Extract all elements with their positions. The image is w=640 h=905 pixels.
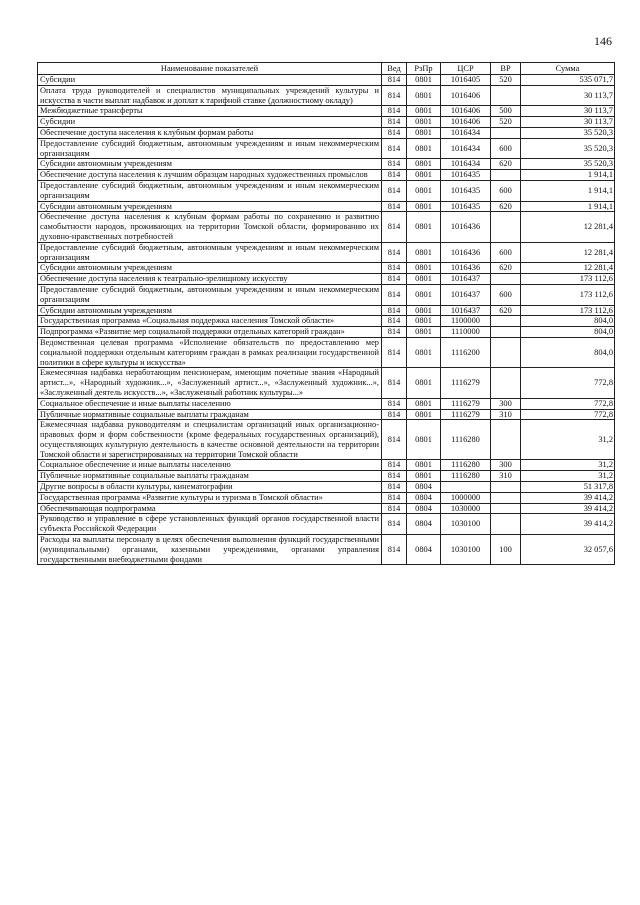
row-sum: 30 113,7 bbox=[521, 85, 615, 106]
row-name: Ежемесячная надбавка руководителям и специалистам организаций иных организационно-правовых форм и форм собственности (кроме федеральных государственных организаций), осуществляющих культурную деятельность в качестве основной деятельности на территории Томской области и зарегистрированных на территории Томской области bbox=[38, 420, 382, 460]
row-sum: 35 520,3 bbox=[521, 138, 615, 159]
row-sum: 12 281,4 bbox=[521, 263, 615, 274]
row-vr: 620 bbox=[491, 263, 521, 274]
row-sum: 772,8 bbox=[521, 398, 615, 409]
row-rzpr: 0801 bbox=[407, 106, 441, 117]
row-sum: 804,0 bbox=[521, 337, 615, 367]
row-rzpr: 0801 bbox=[407, 305, 441, 316]
table-header-row bbox=[38, 63, 615, 75]
row-name: Другие вопросы в области культуры, кинематографии bbox=[38, 482, 382, 493]
row-csr: 1016437 bbox=[441, 274, 491, 285]
row-name: Публичные нормативные социальные выплаты гражданам bbox=[38, 471, 382, 482]
row-csr: 1116279 bbox=[441, 409, 491, 420]
table-row bbox=[38, 316, 615, 327]
row-csr: 1016435 bbox=[441, 201, 491, 212]
header-vr: ВР bbox=[491, 63, 521, 75]
row-vr: 620 bbox=[491, 305, 521, 316]
row-rzpr: 0801 bbox=[407, 460, 441, 471]
row-rzpr: 0804 bbox=[407, 535, 441, 565]
row-rzpr: 0804 bbox=[407, 492, 441, 503]
row-sum: 31,2 bbox=[521, 460, 615, 471]
table-row bbox=[38, 159, 615, 170]
table-row bbox=[38, 535, 615, 565]
row-vr: 620 bbox=[491, 201, 521, 212]
row-name: Субсидии автономным учреждениям bbox=[38, 305, 382, 316]
page-number: 146 bbox=[594, 34, 612, 48]
row-sum: 30 113,7 bbox=[521, 106, 615, 117]
row-rzpr: 0801 bbox=[407, 127, 441, 138]
row-name: Предоставление субсидий бюджетным, автономным учреждениям и иным некоммерческим организациям bbox=[38, 284, 382, 305]
row-name: Предоставление субсидий бюджетным, автономным учреждениям и иным некоммерческим организациям bbox=[38, 180, 382, 201]
row-rzpr: 0801 bbox=[407, 284, 441, 305]
row-sum: 51 317,8 bbox=[521, 482, 615, 493]
row-rzpr: 0801 bbox=[407, 212, 441, 242]
row-vr: 520 bbox=[491, 75, 521, 86]
row-name: Оплата труда руководителей и специалистов муниципальных учреждений культуры и искусства в части выплат надбавок и доплат к тарифной ставке (должностному окладу) bbox=[38, 85, 382, 106]
row-csr: 1110000 bbox=[441, 327, 491, 338]
row-ved: 814 bbox=[382, 337, 407, 367]
row-rzpr: 0801 bbox=[407, 368, 441, 398]
row-ved: 814 bbox=[382, 180, 407, 201]
header-name: Наименование показателей bbox=[38, 63, 382, 75]
table-row bbox=[38, 482, 615, 493]
row-sum: 12 281,4 bbox=[521, 212, 615, 242]
row-vr: 100 bbox=[491, 535, 521, 565]
row-csr: 1030000 bbox=[441, 503, 491, 514]
row-csr: 1016436 bbox=[441, 212, 491, 242]
row-name: Обеспечение доступа населения к лучшим образцам народных художественных промыслов bbox=[38, 170, 382, 181]
row-vr: 520 bbox=[491, 117, 521, 128]
table-row bbox=[38, 75, 615, 86]
row-vr bbox=[491, 212, 521, 242]
table-row bbox=[38, 284, 615, 305]
row-csr: 1016435 bbox=[441, 170, 491, 181]
table-row bbox=[38, 503, 615, 514]
table-row bbox=[38, 492, 615, 503]
row-csr: 1016405 bbox=[441, 75, 491, 86]
row-csr: 1116279 bbox=[441, 368, 491, 398]
row-ved: 814 bbox=[382, 138, 407, 159]
row-csr: 1016436 bbox=[441, 263, 491, 274]
row-ved: 814 bbox=[382, 242, 407, 263]
row-rzpr: 0801 bbox=[407, 242, 441, 263]
row-rzpr: 0801 bbox=[407, 398, 441, 409]
row-vr bbox=[491, 327, 521, 338]
row-rzpr: 0801 bbox=[407, 180, 441, 201]
row-ved: 814 bbox=[382, 492, 407, 503]
row-csr: 1116280 bbox=[441, 460, 491, 471]
row-vr: 300 bbox=[491, 460, 521, 471]
row-vr: 600 bbox=[491, 180, 521, 201]
row-vr: 500 bbox=[491, 106, 521, 117]
row-csr: 1016436 bbox=[441, 242, 491, 263]
row-csr: 1100000 bbox=[441, 316, 491, 327]
table-row bbox=[38, 127, 615, 138]
row-vr bbox=[491, 127, 521, 138]
row-sum: 31,2 bbox=[521, 471, 615, 482]
table-row bbox=[38, 409, 615, 420]
table-row bbox=[38, 460, 615, 471]
row-name: Субсидии bbox=[38, 117, 382, 128]
row-ved: 814 bbox=[382, 75, 407, 86]
table-body bbox=[38, 75, 615, 565]
row-vr: 600 bbox=[491, 242, 521, 263]
row-csr: 1016437 bbox=[441, 305, 491, 316]
row-rzpr: 0801 bbox=[407, 409, 441, 420]
table-row bbox=[38, 305, 615, 316]
row-ved: 814 bbox=[382, 535, 407, 565]
row-sum: 35 520,3 bbox=[521, 159, 615, 170]
row-name: Государственная программа «Развитие культуры и туризма в Томской области» bbox=[38, 492, 382, 503]
row-name: Публичные нормативные социальные выплаты гражданам bbox=[38, 409, 382, 420]
table-row bbox=[38, 368, 615, 398]
row-name: Обеспечение доступа населения к клубным формам работы bbox=[38, 127, 382, 138]
row-ved: 814 bbox=[382, 127, 407, 138]
header-sum: Сумма bbox=[521, 63, 615, 75]
row-rzpr: 0801 bbox=[407, 75, 441, 86]
row-sum: 535 071,7 bbox=[521, 75, 615, 86]
table-row bbox=[38, 180, 615, 201]
row-ved: 814 bbox=[382, 212, 407, 242]
row-rzpr: 0804 bbox=[407, 514, 441, 535]
table-row bbox=[38, 327, 615, 338]
row-csr: 1016437 bbox=[441, 284, 491, 305]
row-ved: 814 bbox=[382, 201, 407, 212]
row-sum: 39 414,2 bbox=[521, 503, 615, 514]
row-rzpr: 0804 bbox=[407, 503, 441, 514]
row-name: Ведомственная целевая программа «Исполнение обязательств по предоставлению мер социальной поддержки отдельным категориям граждан в рамках реализации государственной политики в сфере культуры и искусства» bbox=[38, 337, 382, 367]
row-ved: 814 bbox=[382, 170, 407, 181]
row-rzpr: 0801 bbox=[407, 420, 441, 460]
row-vr: 600 bbox=[491, 284, 521, 305]
row-ved: 814 bbox=[382, 316, 407, 327]
row-sum: 173 112,6 bbox=[521, 284, 615, 305]
row-rzpr: 0801 bbox=[407, 327, 441, 338]
row-csr: 1116200 bbox=[441, 337, 491, 367]
row-name: Субсидии автономным учреждениям bbox=[38, 263, 382, 274]
row-csr: 1116280 bbox=[441, 420, 491, 460]
row-sum: 804,0 bbox=[521, 316, 615, 327]
row-sum: 1 914,1 bbox=[521, 201, 615, 212]
table-row bbox=[38, 420, 615, 460]
table-row bbox=[38, 212, 615, 242]
row-csr: 1016434 bbox=[441, 159, 491, 170]
row-ved: 814 bbox=[382, 420, 407, 460]
row-rzpr: 0801 bbox=[407, 159, 441, 170]
row-ved: 814 bbox=[382, 159, 407, 170]
row-name: Предоставление субсидий бюджетным, автономным учреждениям и иным некоммерческим организациям bbox=[38, 138, 382, 159]
row-vr bbox=[491, 492, 521, 503]
row-sum: 30 113,7 bbox=[521, 117, 615, 128]
table-row bbox=[38, 170, 615, 181]
table-row bbox=[38, 138, 615, 159]
row-vr bbox=[491, 482, 521, 493]
row-rzpr: 0801 bbox=[407, 117, 441, 128]
row-csr: 1016434 bbox=[441, 138, 491, 159]
row-rzpr: 0801 bbox=[407, 263, 441, 274]
row-sum: 31,2 bbox=[521, 420, 615, 460]
row-rzpr: 0801 bbox=[407, 274, 441, 285]
row-sum: 804,0 bbox=[521, 327, 615, 338]
row-ved: 814 bbox=[382, 368, 407, 398]
row-name: Обеспечивающая подпрограмма bbox=[38, 503, 382, 514]
row-ved: 814 bbox=[382, 482, 407, 493]
table-row bbox=[38, 201, 615, 212]
row-name: Обеспечение доступа населения к театрально-зрелищному искусству bbox=[38, 274, 382, 285]
row-vr: 310 bbox=[491, 409, 521, 420]
row-csr: 1016406 bbox=[441, 85, 491, 106]
row-sum: 12 281,4 bbox=[521, 242, 615, 263]
row-ved: 814 bbox=[382, 284, 407, 305]
row-csr: 1030100 bbox=[441, 535, 491, 565]
row-rzpr: 0801 bbox=[407, 201, 441, 212]
row-vr bbox=[491, 503, 521, 514]
row-csr bbox=[441, 482, 491, 493]
row-rzpr: 0804 bbox=[407, 482, 441, 493]
row-name: Руководство и управление в сфере установленных функций органов государственной власти субъекта Российской Федерации bbox=[38, 514, 382, 535]
header-ved: Вед bbox=[382, 63, 407, 75]
row-name: Предоставление субсидий бюджетным, автономным учреждениям и иным некоммерческим организациям bbox=[38, 242, 382, 263]
row-sum: 173 112,6 bbox=[521, 305, 615, 316]
table-row bbox=[38, 274, 615, 285]
row-ved: 814 bbox=[382, 117, 407, 128]
row-vr bbox=[491, 420, 521, 460]
row-rzpr: 0801 bbox=[407, 138, 441, 159]
row-vr bbox=[491, 514, 521, 535]
row-ved: 814 bbox=[382, 460, 407, 471]
row-csr: 1116280 bbox=[441, 471, 491, 482]
header-csr: ЦСР bbox=[441, 63, 491, 75]
row-name: Социальное обеспечение и иные выплаты населению bbox=[38, 398, 382, 409]
row-ved: 814 bbox=[382, 106, 407, 117]
row-name: Субсидии bbox=[38, 75, 382, 86]
table-row bbox=[38, 337, 615, 367]
row-ved: 814 bbox=[382, 471, 407, 482]
row-sum: 772,8 bbox=[521, 368, 615, 398]
row-csr: 1016406 bbox=[441, 117, 491, 128]
row-name: Субсидии автономным учреждениям bbox=[38, 201, 382, 212]
row-ved: 814 bbox=[382, 327, 407, 338]
row-csr: 1016406 bbox=[441, 106, 491, 117]
row-ved: 814 bbox=[382, 409, 407, 420]
row-rzpr: 0801 bbox=[407, 85, 441, 106]
budget-table bbox=[37, 62, 615, 565]
row-rzpr: 0801 bbox=[407, 337, 441, 367]
row-ved: 814 bbox=[382, 503, 407, 514]
row-vr bbox=[491, 368, 521, 398]
row-name: Субсидии автономным учреждениям bbox=[38, 159, 382, 170]
row-vr bbox=[491, 274, 521, 285]
table-row bbox=[38, 514, 615, 535]
row-sum: 1 914,1 bbox=[521, 180, 615, 201]
row-ved: 814 bbox=[382, 85, 407, 106]
table-row bbox=[38, 117, 615, 128]
row-csr: 1030100 bbox=[441, 514, 491, 535]
row-ved: 814 bbox=[382, 398, 407, 409]
row-vr: 600 bbox=[491, 138, 521, 159]
header-rzpr: РзПр bbox=[407, 63, 441, 75]
table-row bbox=[38, 85, 615, 106]
table-row bbox=[38, 263, 615, 274]
row-vr: 300 bbox=[491, 398, 521, 409]
row-name: Социальное обеспечение и иные выплаты населению bbox=[38, 460, 382, 471]
row-sum: 32 057,6 bbox=[521, 535, 615, 565]
row-name: Подпрограмма «Развитие мер социальной поддержки отдельных категорий граждан» bbox=[38, 327, 382, 338]
row-ved: 814 bbox=[382, 305, 407, 316]
row-sum: 1 914,1 bbox=[521, 170, 615, 181]
row-csr: 1016435 bbox=[441, 180, 491, 201]
row-sum: 39 414,2 bbox=[521, 514, 615, 535]
row-vr: 620 bbox=[491, 159, 521, 170]
row-vr bbox=[491, 316, 521, 327]
table-row bbox=[38, 242, 615, 263]
row-rzpr: 0801 bbox=[407, 471, 441, 482]
row-sum: 772,8 bbox=[521, 409, 615, 420]
row-sum: 39 414,2 bbox=[521, 492, 615, 503]
row-sum: 35 520,3 bbox=[521, 127, 615, 138]
row-ved: 814 bbox=[382, 514, 407, 535]
row-rzpr: 0801 bbox=[407, 170, 441, 181]
row-csr: 1016434 bbox=[441, 127, 491, 138]
row-vr bbox=[491, 85, 521, 106]
row-vr: 310 bbox=[491, 471, 521, 482]
row-name: Расходы на выплаты персоналу в целях обеспечения выполнения функций государственными (муниципальными) органами, казенными учреждениями, органами управления государственными внебюджетными фондами bbox=[38, 535, 382, 565]
row-vr bbox=[491, 337, 521, 367]
row-csr: 1116279 bbox=[441, 398, 491, 409]
row-ved: 814 bbox=[382, 274, 407, 285]
table-row bbox=[38, 398, 615, 409]
row-vr bbox=[491, 170, 521, 181]
row-name: Обеспечение доступа населения к клубным формам работы по сохранению и развитию самобытности народов, проживающих на территории Томской области, формированию их духовно-нравственных потребностей bbox=[38, 212, 382, 242]
row-sum: 173 112,6 bbox=[521, 274, 615, 285]
row-csr: 1000000 bbox=[441, 492, 491, 503]
row-name: Государственная программа «Социальная поддержка населения Томской области» bbox=[38, 316, 382, 327]
row-rzpr: 0801 bbox=[407, 316, 441, 327]
table-row bbox=[38, 471, 615, 482]
row-name: Ежемесячная надбавка неработающим пенсионерам, имеющим почетные звания «Народный артист...», «Народный художник...», «Заслуженный артист...», «Заслуженный художник...», «Заслуженный деятель искусств...», «Заслуженный работник культуры...» bbox=[38, 368, 382, 398]
row-name: Межбюджетные трансферты bbox=[38, 106, 382, 117]
row-ved: 814 bbox=[382, 263, 407, 274]
table-row bbox=[38, 106, 615, 117]
